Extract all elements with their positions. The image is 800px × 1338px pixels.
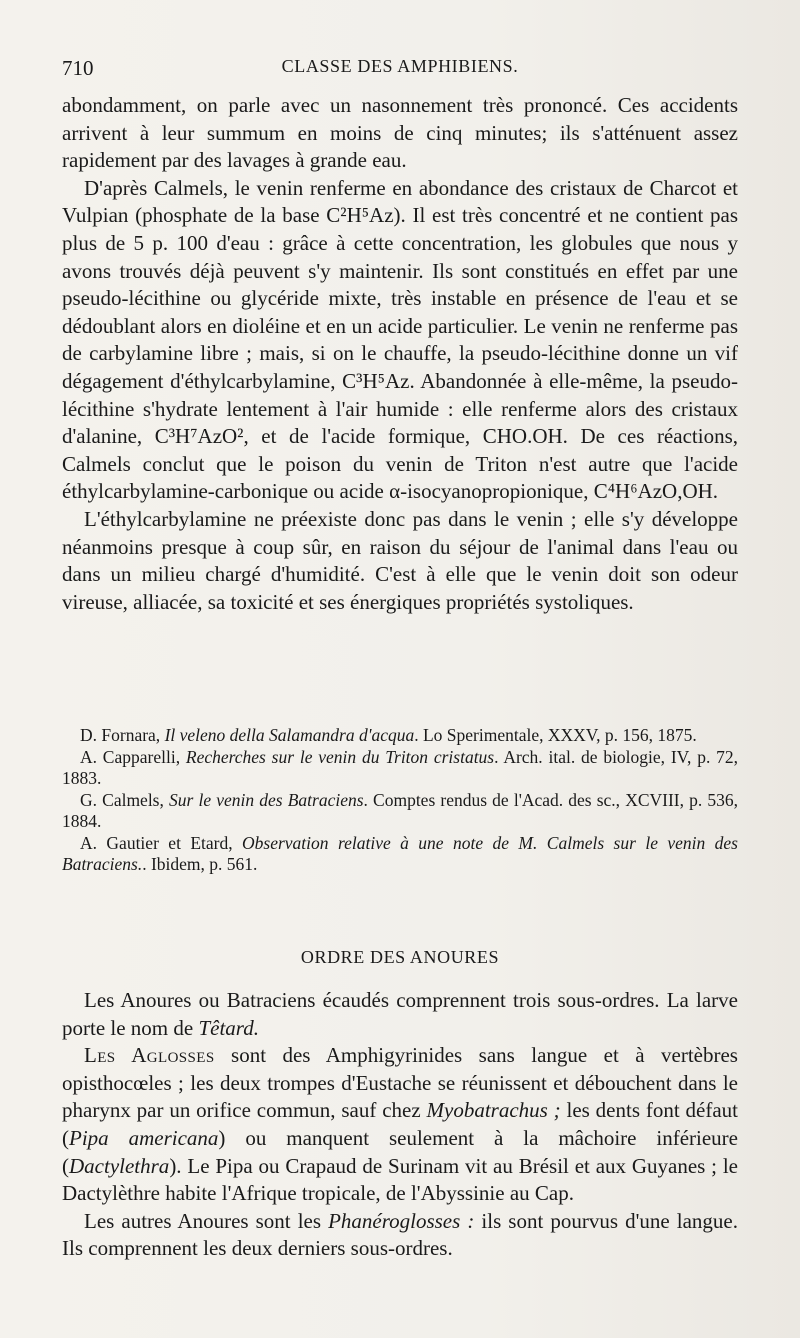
references (62, 725, 738, 876)
reference-item: A. Gautier et Etard, Observation relative à une note de M. Calmels sur le venin des Batraciens.. Ibidem, p. 561. (62, 833, 738, 874)
section-heading: ORDRE DES ANOURES (300, 947, 500, 967)
page-header (62, 56, 738, 84)
reference-item: D. Fornara, Il veleno della Salamandra d'acqua. Lo Sperimentale, XXXV, p. 156, 1875. (80, 725, 697, 745)
reference-item: A. Capparelli, Recherches sur le venin du Triton cristatus. Arch. ital. de biologie, IV, p. 72, 1883. (62, 747, 739, 788)
paragraph: L'éthylcarbylamine ne préexiste donc pas dans le venin ; elle s'y développe néanmoins presque à coup sûr, en raison du séjour de l'animal dans l'eau ou dans un milieu chargé d'humidité. C'est à elle que le venin doit son odeur vireuse, alliacée, sa toxicité et ses énergiques propriétés systoliques. (62, 506, 738, 614)
reference-item: G. Calmels, Sur le venin des Batraciens. Comptes rendus de l'Acad. des sc., XCVIII, p. 536, 1884. (62, 790, 739, 831)
page-number: 710 (62, 56, 94, 80)
running-title: CLASSE DES AMPHIBIENS. (281, 56, 519, 76)
main-text (62, 92, 738, 616)
paragraph: D'après Calmels, le venin renferme en abondance des cristaux de Charcot et Vulpian (phosphate de la base C²H⁵Az). Il est très concentré et ne contient pas plus de 5 p. 100 d'eau : grâce à cette concentration, les globules que nous y avons trouvés déjà peuvent s'y maintenir. Ils sont constitués en effet par une pseudo-lécithine ou glycéride mixte, très instable en présence de l'eau et se dédoublant alors en dioléine et en un acide particulier. Le venin ne renferme pas de carbylamine libre ; mais, si on le chauffe, la pseudo-lécithine donne un vif dégagement d'éthylcarbylamine, C³H⁵Az. Abandonnée à elle-même, la pseudo-lécithine s'hydrate lentement à l'air humide : elle renferme alors des cristaux d'alanine, C³H⁷AzO², et de l'acide formique, CHO.OH. De ces réactions, Calmels conclut que le poison du venin de Triton n'est autre que l'acide éthylcarbylamine-carbonique ou acide α-isocyanopropionique, C⁴H⁶AzO,OH. (62, 175, 738, 504)
paragraph: abondamment, on parle avec un nasonnement très prononcé. Ces accidents arrivent à leur summum en moins de cinq minutes; ils s'atténuent assez rapidement par des lavages à grande eau. (62, 93, 738, 173)
paragraph: Les Aglosses sont des Amphigyrinides sans langue et à vertèbres opisthocœles ; les deux trompes d'Eustache se réunissent et débouchent dans le pharynx par un orifice commun, sauf chez Myobatrachus ; les dents font défaut (Pipa americana) ou manquent seulement à la mâchoire inférieure (Dactylethra). Le Pipa ou Crapaud de Surinam vit au Brésil et aux Guyanes ; le Dactylèthre habite l'Afrique tropicale, de l'Abyssinie au Cap. (62, 1043, 738, 1206)
section-text (62, 987, 738, 1263)
paragraph: Les autres Anoures sont les Phanéroglosses : ils sont pourvus d'une langue. Ils comprennent les deux derniers sous-ordres. (62, 1208, 738, 1261)
paragraph: Les Anoures ou Batraciens écaudés comprennent trois sous-ordres. La larve porte le nom de Têtard. (62, 988, 738, 1040)
